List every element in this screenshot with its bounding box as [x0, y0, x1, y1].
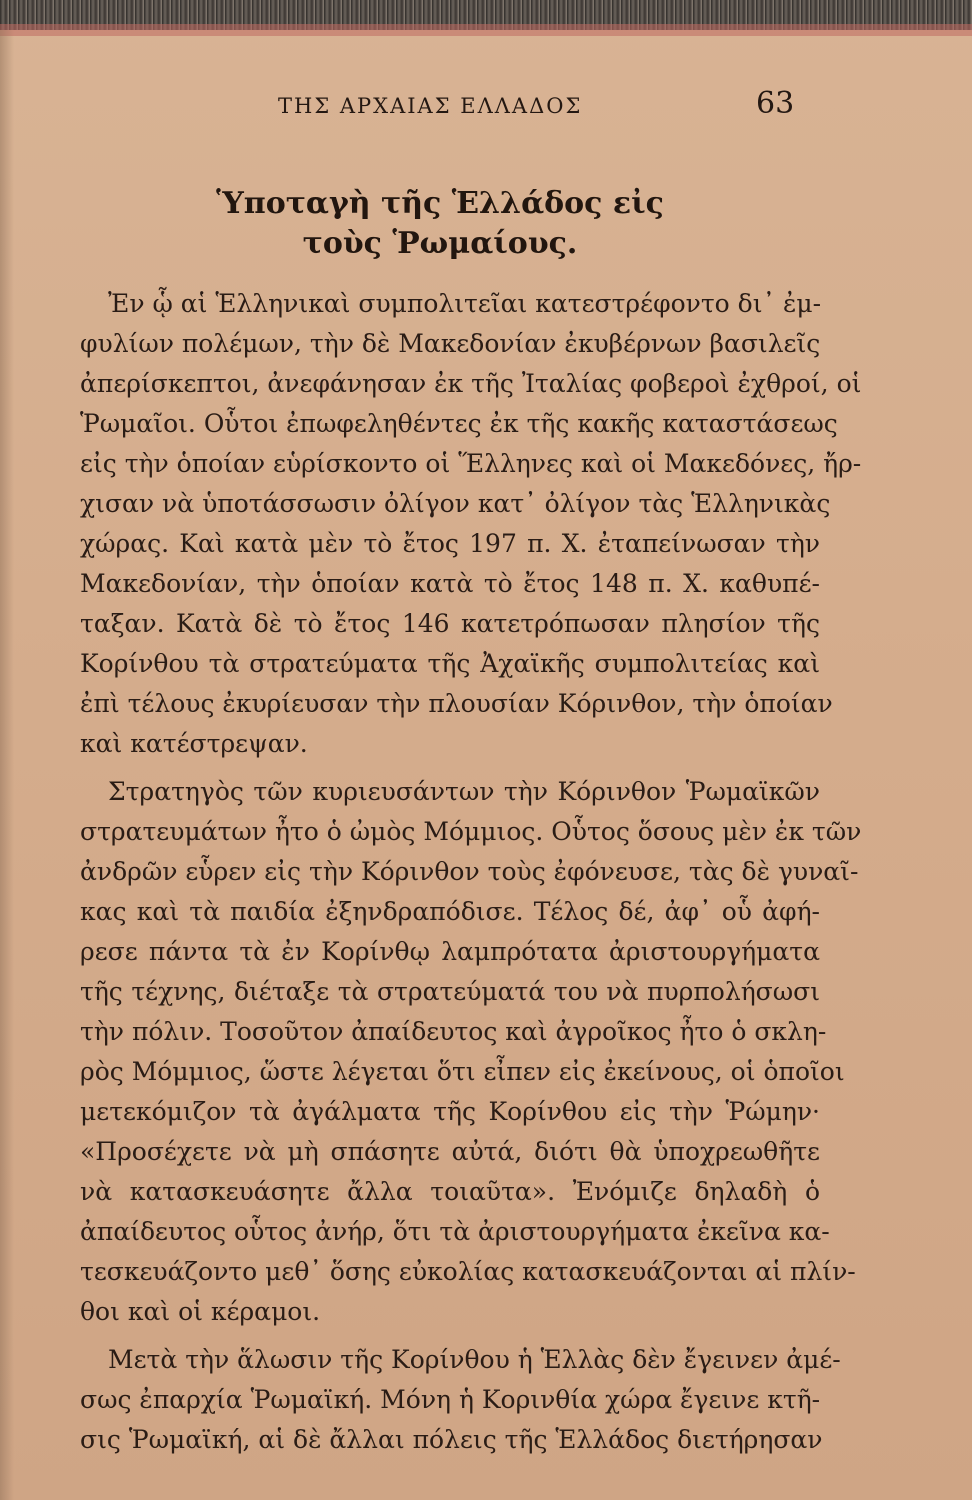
- text-line: Στρατηγὸς τῶν κυριευσάντων τὴν Κόρινθον Ῥωμαϊκῶν: [108, 777, 820, 806]
- text-line: Μετὰ τὴν ἅλωσιν τῆς Κορίνθου ἡ Ἑλλὰς δὲν ἔγεινεν ἀμέ-: [108, 1345, 841, 1374]
- text-line: Ἐν ᾧ αἱ Ἑλληνικαὶ συμπολιτεῖαι κατεστρέφοντο δι᾽ ἐμ-: [108, 289, 822, 318]
- text-line: Μακεδονίαν, τὴν ὁποίαν κατὰ τὸ ἔτος 148 π. Χ. καθυπέ-: [80, 569, 820, 598]
- text-line: εἰς τὴν ὁποίαν εὑρίσκοντο οἱ Ἕλληνες καὶ οἱ Μακεδόνες, ἤρ-: [80, 449, 862, 478]
- page-shadow-edge: [0, 30, 14, 1500]
- section-heading-line-2: τοὺς Ῥωμαίους.: [302, 226, 578, 261]
- paragraph-gap: [80, 764, 820, 772]
- scan-top-band: [0, 24, 972, 36]
- text-line: ταξαν. Κατὰ δὲ τὸ ἔτος 146 κατετρόπωσαν πλησίον τῆς: [80, 609, 820, 638]
- text-line: φυλίων πολέμων, τὴν δὲ Μακεδονίαν ἐκυβέρνων βασιλεῖς: [80, 329, 821, 358]
- text-line: Ῥωμαῖοι. Οὗτοι ἐπωφεληθέντες ἐκ τῆς κακῆς καταστάσεως: [80, 409, 838, 438]
- body-text: [80, 284, 862, 1460]
- paragraph: [80, 772, 862, 1332]
- text-line: μετεκόμιζον τὰ ἀγάλματα τῆς Κορίνθου εἰς τὴν Ῥώμην·: [80, 1097, 820, 1126]
- paragraph: [80, 284, 862, 764]
- text-line: σις Ῥωμαϊκή, αἱ δὲ ἄλλαι πόλεις τῆς Ἑλλάδος διετήρησαν: [80, 1425, 823, 1454]
- paragraph-gap: [80, 1332, 820, 1340]
- text-line: χώρας. Καὶ κατὰ μὲν τὸ ἔτος 197 π. Χ. ἐταπείνωσαν τὴν: [80, 529, 820, 558]
- text-line: χισαν νὰ ὑποτάσσωσιν ὀλίγον κατ᾽ ὀλίγον τὰς Ἑλληνικὰς: [80, 489, 831, 518]
- text-line: ρεσε πάντα τὰ ἐν Κορίνθῳ λαμπρότατα ἀριστουργήματα: [80, 937, 820, 966]
- text-line: ἀνδρῶν εὗρεν εἰς τὴν Κόρινθον τοὺς ἐφόνευσε, τὰς δὲ γυναῖ-: [80, 857, 859, 886]
- text-line: ἐπὶ τέλους ἐκυρίευσαν τὴν πλουσίαν Κόρινθον, τὴν ὁποίαν: [80, 689, 833, 718]
- text-line: καὶ κατέστρεψαν.: [80, 729, 308, 758]
- text-line: θοι καὶ οἱ κέραμοι.: [80, 1297, 321, 1326]
- text-line: σως ἐπαρχία Ῥωμαϊκή. Μόνη ἡ Κορινθία χώρα ἔγεινε κτῆ-: [80, 1385, 821, 1414]
- section-heading: [180, 184, 700, 264]
- text-line: ρὸς Μόμμιος, ὥστε λέγεται ὅτι εἶπεν εἰς ἐκείνους, οἱ ὁποῖοι: [80, 1057, 845, 1086]
- text-line: ἀπερίσκεπτοι, ἀνεφάνησαν ἐκ τῆς Ἰταλίας φοβεροὶ ἐχθροί, οἱ: [80, 369, 862, 398]
- text-line: «Προσέχετε νὰ μὴ σπάσητε αὐτά, διότι θὰ ὑποχρεωθῆτε: [80, 1137, 820, 1166]
- running-head: ΤΗΣ ΑΡΧΑΙΑΣ ΕΛΛΑΔΟΣ: [278, 94, 583, 118]
- text-line: νὰ κατασκευάσητε ἄλλα τοιαῦτα». Ἐνόμιζε δηλαδὴ ὁ: [80, 1177, 820, 1206]
- text-line: κας καὶ τὰ παιδία ἐξηνδραπόδισε. Τέλος δέ, ἀφ᾽ οὗ ἀφή-: [80, 897, 820, 926]
- page-number: 63: [756, 86, 795, 121]
- text-line: Κορίνθου τὰ στρατεύματα τῆς Ἀχαϊκῆς συμπολιτείας καὶ: [80, 649, 820, 678]
- text-line: ἀπαίδευτος οὗτος ἀνήρ, ὅτι τὰ ἀριστουργήματα ἐκεῖνα κα-: [80, 1217, 830, 1246]
- section-heading-line-1: Ὑποταγὴ τῆς Ἑλλάδος εἰς: [216, 186, 664, 221]
- text-line: τὴν πόλιν. Τοσοῦτον ἀπαίδευτος καὶ ἀγροῖκος ἦτο ὁ σκλη-: [80, 1017, 827, 1046]
- text-line: στρατευμάτων ἦτο ὁ ὠμὸς Μόμμιος. Οὗτος ὅσους μὲν ἐκ τῶν: [80, 817, 862, 846]
- text-line: τεσκευάζοντο μεθ᾽ ὅσης εὐκολίας κατασκευάζονται αἱ πλίν-: [80, 1257, 856, 1286]
- text-line: τῆς τέχνης, διέταξε τὰ στρατεύματά του νὰ πυρπολήσωσι: [80, 977, 820, 1006]
- paragraph: [80, 1340, 841, 1460]
